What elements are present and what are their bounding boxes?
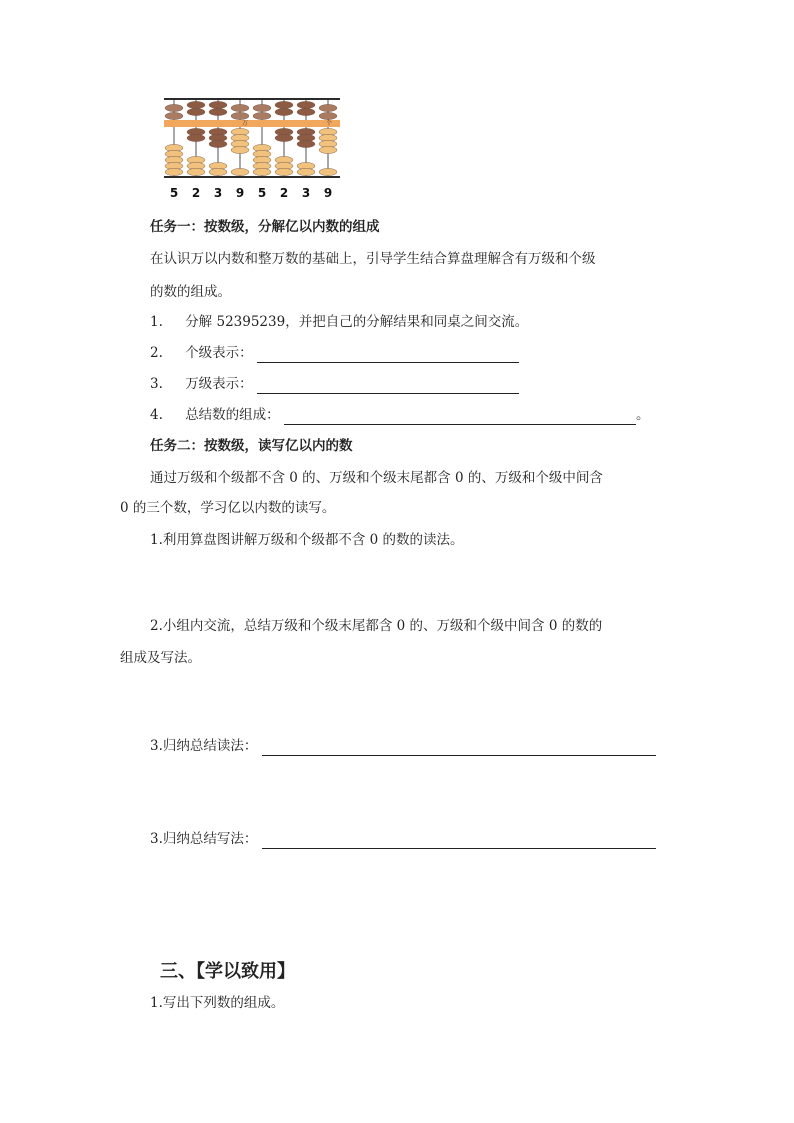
task2-item-3: [150, 736, 656, 756]
task2-intro-line1: 通过万级和个级都不含 0 的、万级和个级末尾都含 0 的、万级和个级中间含: [150, 470, 603, 486]
task1-title: 任务一：按数级，分解亿以内数的组成: [150, 219, 380, 235]
task1-item-4: [150, 405, 649, 425]
task2-item-2-line2: 组成及写法。: [120, 650, 201, 666]
abacus-bead: [253, 104, 271, 111]
answer-blank-writing[interactable]: [262, 834, 656, 849]
abacus-bead: [165, 104, 183, 111]
abacus-label-ge: 个: [326, 120, 333, 127]
abacus-digit-label: 9: [235, 186, 245, 200]
task2-intro-line2: 0 的三个数，学习亿以内数的读写。: [120, 500, 336, 516]
abacus-bead: [231, 168, 249, 175]
section3-heading: 三、【学以致用】: [160, 961, 295, 982]
task2-title: 任务二：按数级，读写亿以内的数: [150, 438, 353, 454]
abacus-bead: [187, 108, 205, 115]
abacus-bead: [187, 168, 205, 175]
task1-intro-line1: 在认识万以内数和整万数的基础上，引导学生结合算盘理解含有万级和个级: [150, 251, 596, 267]
abacus-digit-label: 5: [169, 186, 179, 200]
abacus-digit-label: 2: [279, 186, 289, 200]
abacus-bead: [231, 112, 249, 119]
abacus-bead: [187, 101, 205, 108]
abacus-digit-label: 9: [323, 186, 333, 200]
abacus-bead: [253, 112, 271, 119]
abacus-bead: [275, 108, 293, 115]
abacus-beam: [164, 120, 340, 127]
abacus-bead: [165, 168, 183, 175]
abacus-digit-label: 2: [191, 186, 201, 200]
abacus-bead: [231, 146, 249, 153]
task2-item-4: [150, 829, 656, 849]
abacus-drawing: [162, 96, 342, 200]
item-text: 3.归纳总结读法：: [150, 738, 258, 754]
abacus-bead: [297, 140, 315, 147]
task1-intro-line2: 的数的组成。: [150, 284, 231, 300]
abacus-bead: [187, 134, 205, 141]
task2-item-1: 1.利用算盘图讲解万级和个级都不含 0 的数的读法。: [150, 532, 464, 548]
item-text: 万级表示：: [185, 376, 253, 392]
answer-blank-reading[interactable]: [262, 741, 656, 756]
abacus-image: [162, 96, 342, 200]
abacus-label-wan: 万: [242, 120, 249, 127]
abacus-bead: [319, 146, 337, 153]
abacus-bead: [297, 108, 315, 115]
abacus-bead: [275, 168, 293, 175]
task1-item-1: [150, 312, 528, 332]
task1-item-3: [150, 374, 519, 394]
abacus-bead: [275, 101, 293, 108]
abacus-digit-label: 3: [301, 186, 311, 200]
item-number: 1.: [150, 314, 163, 330]
item-text: 总结数的组成：: [185, 407, 280, 423]
abacus-bottom-frame: [164, 176, 340, 178]
abacus-bead: [319, 112, 337, 119]
item-text: 3.归纳总结写法：: [150, 831, 258, 847]
item-number: 4.: [150, 407, 163, 423]
item-text: 分解 52395239，并把自己的分解结果和同桌之间交流。: [185, 314, 529, 330]
abacus-bead: [231, 104, 249, 111]
section3-item-1: 1.写出下列数的组成。: [150, 995, 285, 1011]
answer-blank-composition[interactable]: [284, 410, 636, 425]
item-number: 2.: [150, 345, 163, 361]
abacus-bead: [319, 168, 337, 175]
abacus-digit-label: 5: [257, 186, 267, 200]
item-number: 3.: [150, 376, 163, 392]
item-suffix: 。: [635, 407, 650, 423]
abacus-bead: [297, 168, 315, 175]
answer-blank-ge[interactable]: [257, 348, 519, 363]
task1-item-2: [150, 343, 519, 363]
abacus-bead: [253, 168, 271, 175]
answer-blank-wan[interactable]: [257, 379, 519, 394]
abacus-bead: [209, 101, 227, 108]
abacus-bead: [209, 140, 227, 147]
item-text: 个级表示：: [185, 345, 253, 361]
abacus-bead: [319, 104, 337, 111]
abacus-bead: [297, 101, 315, 108]
abacus-bead: [209, 168, 227, 175]
abacus-bead: [209, 108, 227, 115]
abacus-digit-label: 3: [213, 186, 223, 200]
task2-item-2-line1: 2.小组内交流，总结万级和个级末尾都含 0 的、万级和个级中间含 0 的数的: [150, 618, 603, 634]
abacus-bead: [165, 112, 183, 119]
abacus-top-frame: [164, 98, 340, 100]
abacus-bead: [275, 134, 293, 141]
